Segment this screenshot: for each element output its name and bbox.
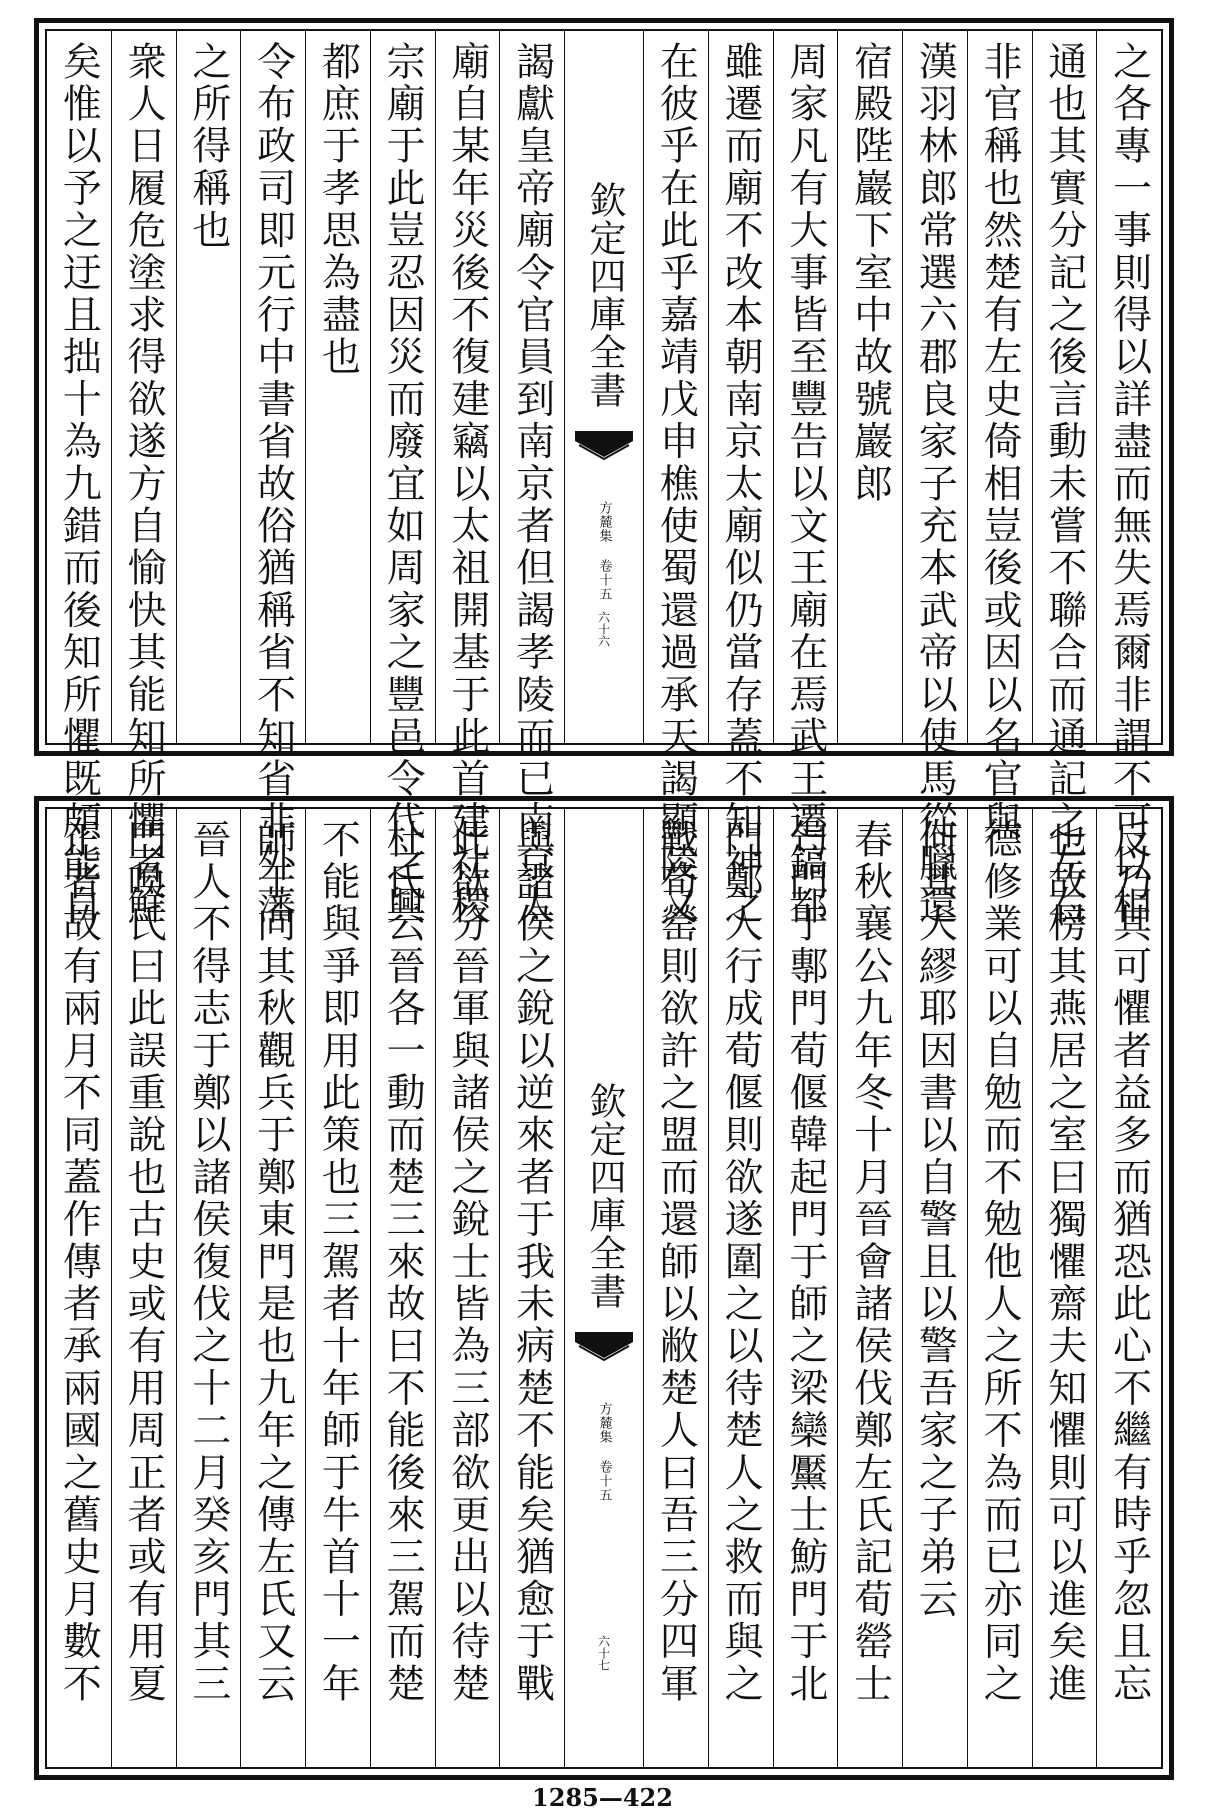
text-column — [499, 31, 564, 928]
volume-label: 方麓集 卷十五 — [596, 1402, 612, 1502]
page-footer-number: 1285—422 — [532, 1783, 673, 1812]
column-text: 衆人日履危塗求得欲遂方自愉快其能知所懼者鮮 — [121, 41, 167, 928]
column-text: 矣惟以予之迂且拙十為九錯而後知所懼既頗能自 — [56, 41, 102, 928]
column-text: 不能與爭即用此策也三駕者十年師于牛首十一年 — [315, 819, 361, 1706]
text-column — [967, 809, 1032, 1767]
column-text: 春秋襄公九年冬十月晉會諸侯伐鄭左氏記荀罃士 — [847, 819, 893, 1706]
fish-tail-mark-icon — [575, 431, 633, 461]
column-text: 令布政司即元行中書省故俗猶稱省不知省非外藩 — [250, 41, 296, 928]
column-text: 宗廟于此豈忍因災而廢宜如周家之豐邑令代之興 — [380, 41, 426, 928]
fish-tail-mark-icon — [575, 1332, 633, 1362]
text-column — [967, 31, 1032, 843]
text-column — [643, 31, 708, 928]
leaf-number: 六十六 — [596, 611, 611, 647]
text-column — [305, 31, 370, 743]
text-column — [902, 809, 967, 1767]
text-column — [708, 31, 773, 928]
text-column — [435, 809, 500, 1767]
text-column — [111, 31, 176, 928]
text-column — [1032, 31, 1097, 928]
column-text: 謁獻皇帝廟令官員到南京者但謁孝陵而已南京太 — [509, 41, 555, 928]
text-column — [435, 31, 500, 928]
text-column — [370, 809, 435, 1767]
column-text: 廟自某年災後不復建竊以太祖開基于此首建社稷 — [444, 41, 490, 928]
column-text: 周家凡有大事皆至豐告以文王廟在焉武王遷鎬都 — [782, 41, 828, 928]
column-text: 杜氏云晉各一動而楚三來故曰不能後來三駕而楚 — [380, 819, 426, 1706]
text-column — [370, 31, 435, 928]
column-text: 門喚氏曰此誤重說也古史或有用周正者或有用夏 — [121, 819, 167, 1706]
column-text: 宿殿陛巖下室中故號巖郎 — [847, 41, 893, 506]
top-page-columns — [45, 29, 1163, 928]
text-column — [47, 31, 111, 928]
top-page — [34, 18, 1174, 928]
text-column — [1096, 809, 1161, 1767]
text-column — [708, 809, 773, 1767]
bottom-page-columns — [45, 807, 1163, 1769]
column-text: 師于向其秋觀兵于鄭東門是也九年之傳左氏又云 — [250, 819, 296, 1706]
column-text: 匄門于鄟門荀偃韓起門于師之梁欒黶士魴門于北 — [782, 819, 828, 1706]
column-text: 門鄭人行成荀偃則欲遂圍之以待楚人之救而與之 — [718, 819, 764, 1706]
column-text: 此欲分晉軍與諸侯之銳士皆為三部欲更出以待楚 — [444, 819, 490, 1706]
book-title: 欽定四庫全書 — [583, 1082, 626, 1310]
leaf-number: 六十七 — [596, 1635, 611, 1671]
bottom-page — [34, 796, 1174, 1780]
text-column — [240, 809, 305, 1767]
text-column — [1096, 31, 1161, 928]
column-text: 通也其實分記之後言動未嘗不聯合而通記之左右 — [1041, 41, 1087, 928]
center-gutter — [564, 809, 643, 1767]
text-column — [47, 809, 111, 1767]
column-text: 在彼乎在此乎嘉靖戊申樵使蜀還過承天謁顯陵又 — [653, 41, 699, 928]
text-column — [1032, 809, 1097, 1767]
text-column — [111, 809, 176, 1767]
text-column — [837, 31, 902, 743]
text-column — [773, 809, 838, 1767]
book-title: 欽定四庫全書 — [583, 181, 626, 409]
column-text: 雖遷而廟不改本朝南京太廟似仍當存蓋不知神之 — [718, 41, 764, 928]
column-text: 德修業可以自勉而不勉他人之所不為而已亦同之 — [977, 819, 1023, 1706]
column-text: 也故榜其燕居之室曰獨懼齋夫知懼則可以進矣進 — [1041, 819, 1087, 1706]
column-text: 之所得稱也 — [185, 41, 231, 252]
column-text: 晉人不得志于鄭以諸侯復伐之十二月癸亥門其三 — [185, 819, 231, 1706]
text-column — [176, 809, 241, 1767]
volume-label: 方麓集 卷十五 — [596, 501, 612, 601]
column-text: 之各專一事則得以詳盡而無失焉爾非謂不可以相 — [1106, 41, 1152, 928]
text-column — [643, 809, 708, 1767]
column-text: 戰荀罃則欲許之盟而還師以敝楚人曰吾三分四軍 — [653, 819, 699, 1706]
center-gutter — [564, 31, 643, 743]
column-text: 與諸侯之銳以逆來者于我未病楚不能矣猶愈于戰 — [509, 819, 555, 1706]
text-column — [240, 31, 305, 928]
text-column — [499, 809, 564, 1767]
column-text: 何其大繆耶因書以自警且以警吾家之子弟云 — [912, 819, 958, 1621]
column-text: 非官稱也然楚有左史倚相豈後或因以名官與 — [977, 41, 1023, 843]
text-column — [837, 809, 902, 1767]
text-column — [773, 31, 838, 928]
text-column — [305, 809, 370, 1767]
column-text: 反乃其可懼者益多而猶恐此心不繼有時乎忽且忘 — [1106, 819, 1152, 1706]
column-text: 正者故有兩月不同蓋作傳者承兩國之舊史月數不 — [56, 819, 102, 1706]
text-column — [902, 31, 967, 928]
column-text: 都庶于孝思為盡也 — [315, 41, 361, 379]
text-column — [176, 31, 241, 743]
column-text: 漢羽林郎常選六郡良家子充本武帝以使馬從臘還 — [912, 41, 958, 928]
